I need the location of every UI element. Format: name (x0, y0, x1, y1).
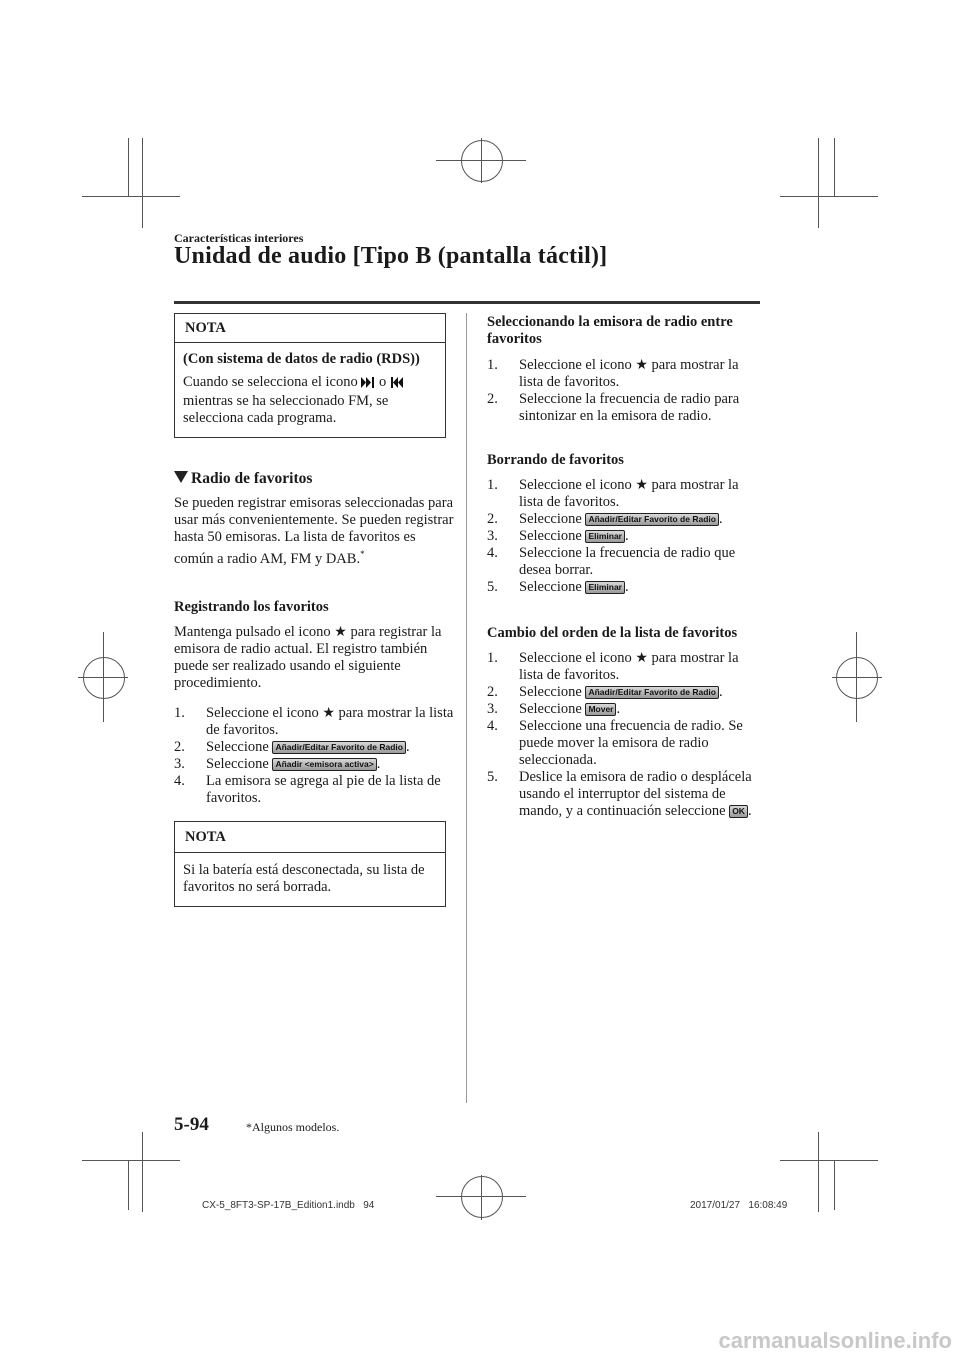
register-intro-a: Mantenga pulsado el icono (174, 624, 331, 640)
step-number: 1. (487, 477, 498, 493)
delete-heading: Borrando de favoritos (487, 452, 624, 468)
step-period: . (718, 684, 723, 700)
section-label: Características interiores (174, 231, 304, 245)
step-text: Deslice la emisora de radio o desplácela usando el interruptor del sistema de mando, y a continuación seleccione (519, 769, 752, 819)
step-text: Seleccione (519, 579, 582, 595)
register-heading: Registrando los favoritos (174, 599, 329, 615)
step-period: . (747, 803, 752, 819)
step-text: Seleccione (206, 756, 269, 772)
nota-box-rds (174, 313, 446, 438)
step-text: La emisora se agrega al pie de la lista de favoritos. (206, 773, 441, 806)
favorites-heading-text: Radio de favoritos (191, 470, 313, 487)
page-title: Unidad de audio [Tipo B (pantalla táctil)] (174, 243, 608, 269)
step-number: 1. (174, 705, 185, 721)
step-number: 1. (487, 650, 498, 666)
order-steps (487, 650, 762, 820)
list-item (487, 357, 762, 391)
watermark: carmanualsonline.info (718, 1328, 952, 1353)
register-intro-b: para registrar la emisora de radio actual. El registro también puede ser realizado usando el siguiente procedimiento. (174, 624, 442, 691)
favorites-heading (174, 470, 312, 487)
step-number: 2. (487, 684, 498, 700)
select-heading: Seleccionando la emisora de radio entre favoritos (487, 314, 733, 347)
step-text: Seleccione una frecuencia de radio. Se puede mover la emisora de radio seleccionada. (519, 718, 743, 768)
step-number: 2. (487, 391, 498, 407)
step-number: 4. (174, 773, 185, 789)
step-text: para mostrar la lista de favoritos. (519, 477, 739, 510)
step-text: para mostrar la lista de favoritos. (206, 705, 454, 738)
nota-box-battery (174, 821, 446, 907)
step-period: . (616, 701, 621, 717)
nota-text-a: Cuando se selecciona el icono (183, 374, 358, 390)
step-text: Seleccione el icono (519, 650, 632, 666)
print-date-info: 2017/01/27 16:08:49 (690, 1200, 788, 1211)
delete-steps (487, 477, 762, 596)
nota-text: Si la batería está desconectada, su lista de favoritos no será borrada. (183, 862, 425, 895)
column-divider (466, 313, 467, 1103)
nota-subtitle: (Con sistema de datos de radio (RDS)) (183, 351, 420, 367)
step-number: 4. (487, 545, 498, 561)
star-favorites-icon: ★ (334, 624, 347, 640)
list-item (487, 769, 762, 820)
delete-button[interactable]: Eliminar (585, 530, 625, 543)
ok-button[interactable]: OK (729, 805, 748, 818)
add-active-station-button[interactable]: Añadir <emisora activa> (272, 758, 376, 771)
step-period: . (405, 739, 410, 755)
step-number: 4. (487, 718, 498, 734)
seek-next-icon (361, 376, 375, 393)
seek-previous-icon (390, 376, 404, 393)
step-number: 1. (487, 357, 498, 373)
star-favorites-icon: ★ (635, 357, 648, 373)
page-number: 5-94 (174, 1114, 209, 1135)
delete-button[interactable]: Eliminar (585, 581, 625, 594)
step-text: Seleccione la frecuencia de radio que desea borrar. (519, 545, 736, 578)
step-period: . (624, 528, 629, 544)
list-item (487, 650, 762, 684)
list-item (487, 477, 762, 511)
step-number: 3. (487, 701, 498, 717)
step-text: Seleccione (519, 701, 582, 717)
register-steps (174, 705, 454, 807)
step-period: . (376, 756, 381, 772)
step-text: Seleccione el icono (519, 477, 632, 493)
list-item (487, 684, 762, 701)
move-button[interactable]: Mover (585, 703, 616, 716)
list-item (487, 701, 762, 718)
step-text: Seleccione el icono (206, 705, 319, 721)
star-favorites-icon: ★ (635, 650, 648, 666)
select-steps (487, 357, 762, 425)
register-intro (174, 624, 454, 692)
list-item (174, 739, 454, 756)
nota-text-b: mientras se ha seleccionado FM, se selecciona cada programa. (183, 393, 389, 426)
list-item (487, 391, 762, 425)
add-edit-favorite-button[interactable]: Añadir/Editar Favorito de Radio (585, 513, 719, 526)
footnote-mark: * (360, 549, 365, 559)
list-item (487, 579, 762, 596)
list-item (487, 545, 762, 579)
list-item (487, 718, 762, 769)
step-text: Seleccione (519, 528, 582, 544)
step-text: Seleccione (519, 511, 582, 527)
list-item (174, 773, 454, 807)
add-edit-favorite-button[interactable]: Añadir/Editar Favorito de Radio (272, 741, 406, 754)
step-period: . (718, 511, 723, 527)
nota-heading: NOTA (175, 314, 445, 343)
step-text: Seleccione el icono (519, 357, 632, 373)
step-text: para mostrar la lista de favoritos. (519, 650, 739, 683)
title-rule (174, 301, 760, 304)
step-text: Seleccione (206, 739, 269, 755)
favorites-intro (174, 495, 454, 568)
favorites-intro-text: Se pueden registrar emisoras seleccionadas para usar más convenientemente. Se pueden registrar hasta 50 emisoras. La lista de favoritos es común a radio AM, FM y DAB. (174, 495, 454, 567)
step-text: Seleccione (519, 684, 582, 700)
nota-text-or: o (379, 374, 387, 390)
star-favorites-icon: ★ (635, 477, 648, 493)
print-file-info: CX-5_8FT3-SP-17B_Edition1.indb 94 (202, 1200, 375, 1211)
add-edit-favorite-button[interactable]: Añadir/Editar Favorito de Radio (585, 686, 719, 699)
step-number: 2. (174, 739, 185, 755)
nota-body (175, 343, 445, 427)
footnote: *Algunos modelos. (246, 1120, 340, 1134)
step-text: para mostrar la lista de favoritos. (519, 357, 739, 390)
step-number: 3. (487, 528, 498, 544)
nota-heading: NOTA (185, 829, 226, 845)
list-item (174, 705, 454, 739)
order-heading: Cambio del orden de la lista de favoritos (487, 625, 738, 641)
step-number: 5. (487, 769, 498, 785)
section-triangle-icon (174, 471, 188, 483)
star-favorites-icon: ★ (322, 705, 335, 721)
step-number: 5. (487, 579, 498, 595)
nota-text (183, 374, 437, 427)
list-item (487, 511, 762, 528)
step-text: Seleccione la frecuencia de radio para sintonizar en la emisora de radio. (519, 391, 740, 424)
step-period: . (624, 579, 629, 595)
step-number: 2. (487, 511, 498, 527)
list-item (174, 756, 454, 773)
step-number: 3. (174, 756, 185, 772)
list-item (487, 528, 762, 545)
